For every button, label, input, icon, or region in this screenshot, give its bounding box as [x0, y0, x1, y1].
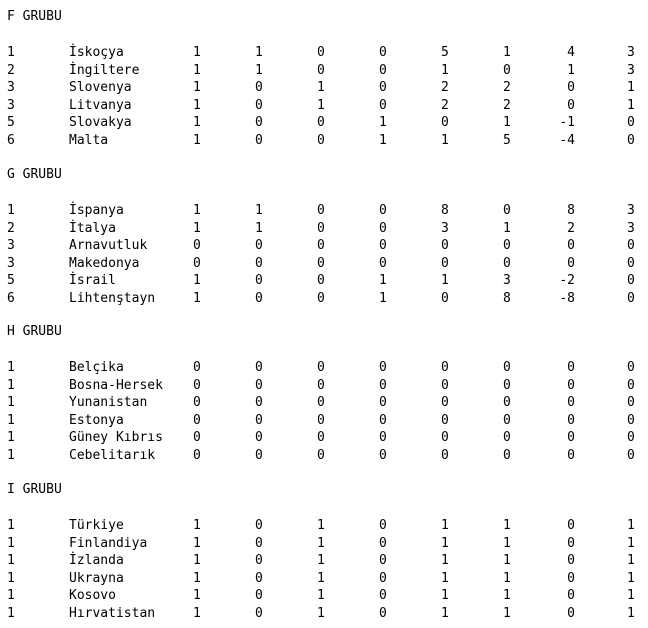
goals-for-cell: 0 — [441, 360, 449, 375]
points-cell: 0 — [627, 447, 635, 463]
rank-cell: 1 — [7, 430, 15, 445]
table-row — [0, 552, 648, 570]
won-cell: 0 — [255, 132, 263, 148]
points-cell: 1 — [627, 518, 635, 533]
goal-diff-cell: 4 — [567, 45, 575, 60]
goals-for-cell: 1 — [441, 535, 449, 551]
table-row — [0, 359, 648, 377]
table-row — [0, 517, 648, 535]
goals-for-cell: 1 — [441, 518, 449, 533]
team-name-cell: Türkiye — [69, 518, 124, 533]
table-row — [0, 255, 648, 273]
points-cell: 3 — [627, 203, 635, 218]
rank-cell: 3 — [7, 255, 15, 271]
goals-for-cell: 0 — [441, 447, 449, 463]
lost-cell: 0 — [379, 570, 387, 586]
drawn-cell: 0 — [317, 360, 325, 375]
goals-for-cell: 1 — [441, 553, 449, 568]
played-cell: 0 — [193, 430, 201, 445]
goal-diff-cell: 0 — [567, 518, 575, 533]
team-name-cell: İsrail — [69, 273, 116, 288]
drawn-cell: 0 — [317, 377, 325, 393]
won-cell: 1 — [255, 220, 263, 236]
table-row — [0, 412, 648, 430]
rank-cell: 6 — [7, 290, 15, 306]
lost-cell: 1 — [379, 132, 387, 148]
team-name-cell: Cebelitarık — [69, 447, 156, 463]
lost-cell: 0 — [379, 447, 387, 463]
goal-diff-cell: 8 — [567, 203, 575, 218]
goals-for-cell: 0 — [441, 430, 449, 445]
table-row — [0, 429, 648, 447]
lost-cell: 0 — [379, 45, 387, 60]
drawn-cell: 0 — [317, 203, 325, 218]
played-cell: 0 — [193, 395, 201, 410]
played-cell: 1 — [193, 290, 201, 306]
played-cell: 0 — [193, 447, 201, 463]
played-cell: 0 — [193, 377, 201, 393]
drawn-cell: 0 — [317, 290, 325, 306]
rank-cell: 1 — [7, 535, 15, 551]
goals-against-cell: 0 — [503, 238, 511, 253]
rank-cell: 1 — [7, 447, 15, 463]
drawn-cell: 1 — [317, 588, 325, 603]
goals-against-cell: 1 — [503, 553, 511, 568]
goals-against-cell: 0 — [503, 447, 511, 463]
goals-against-cell: 2 — [503, 97, 511, 113]
points-cell: 0 — [627, 412, 635, 428]
points-cell: 0 — [627, 273, 635, 288]
goal-diff-cell: 0 — [567, 430, 575, 445]
won-cell: 1 — [255, 62, 263, 78]
team-name-cell: Finlandiya — [69, 535, 148, 551]
lost-cell: 0 — [379, 220, 387, 236]
drawn-cell: 0 — [317, 395, 325, 410]
goals-against-cell: 3 — [503, 273, 511, 288]
drawn-cell: 0 — [317, 255, 325, 271]
goals-against-cell: 1 — [503, 605, 511, 621]
goal-diff-cell: 0 — [567, 412, 575, 428]
table-row — [0, 44, 648, 62]
table-row — [0, 535, 648, 553]
goals-against-cell: 1 — [503, 115, 511, 130]
points-cell: 1 — [627, 97, 635, 113]
goal-diff-cell: 2 — [567, 220, 575, 236]
goals-for-cell: 2 — [441, 80, 449, 95]
table-row — [0, 132, 648, 150]
rank-cell: 3 — [7, 80, 15, 95]
lost-cell: 0 — [379, 360, 387, 375]
goal-diff-cell: 0 — [567, 553, 575, 568]
team-name-cell: Lihtenştayn — [69, 290, 156, 306]
table-row — [0, 62, 648, 80]
goals-against-cell: 2 — [503, 80, 511, 95]
drawn-cell: 1 — [317, 80, 325, 95]
team-name-cell: Kosovo — [69, 588, 116, 603]
team-name-cell: İzlanda — [69, 553, 124, 568]
goal-diff-cell: 0 — [567, 535, 575, 551]
played-cell: 0 — [193, 255, 201, 271]
won-cell: 0 — [255, 115, 263, 130]
won-cell: 1 — [255, 45, 263, 60]
lost-cell: 0 — [379, 238, 387, 253]
won-cell: 0 — [255, 377, 263, 393]
rank-cell: 3 — [7, 97, 15, 113]
won-cell: 0 — [255, 535, 263, 551]
drawn-cell: 0 — [317, 62, 325, 78]
won-cell: 0 — [255, 273, 263, 288]
lost-cell: 0 — [379, 80, 387, 95]
goals-against-cell: 1 — [503, 588, 511, 603]
lost-cell: 0 — [379, 412, 387, 428]
points-cell: 0 — [627, 238, 635, 253]
goals-for-cell: 5 — [441, 45, 449, 60]
goals-against-cell: 0 — [503, 62, 511, 78]
won-cell: 1 — [255, 203, 263, 218]
goals-for-cell: 1 — [441, 273, 449, 288]
rank-cell: 1 — [7, 360, 15, 375]
goals-for-cell: 8 — [441, 203, 449, 218]
goal-diff-cell: -1 — [559, 115, 575, 130]
goal-diff-cell: 0 — [567, 80, 575, 95]
goals-against-cell: 1 — [503, 45, 511, 60]
team-name-cell: Slovakya — [69, 115, 132, 130]
played-cell: 1 — [193, 570, 201, 586]
points-cell: 1 — [627, 588, 635, 603]
goal-diff-cell: -8 — [559, 290, 575, 306]
table-row — [0, 290, 648, 308]
drawn-cell: 0 — [317, 447, 325, 463]
played-cell: 1 — [193, 62, 201, 78]
won-cell: 0 — [255, 97, 263, 113]
team-name-cell: İtalya — [69, 220, 116, 236]
team-name-cell: Arnavutluk — [69, 238, 148, 253]
rank-cell: 1 — [7, 553, 15, 568]
won-cell: 0 — [255, 570, 263, 586]
won-cell: 0 — [255, 238, 263, 253]
team-name-cell: İngiltere — [69, 62, 140, 78]
team-name-cell: Yunanistan — [69, 395, 148, 410]
rank-cell: 1 — [7, 588, 15, 603]
won-cell: 0 — [255, 360, 263, 375]
points-cell: 0 — [627, 395, 635, 410]
played-cell: 1 — [193, 273, 201, 288]
drawn-cell: 0 — [317, 132, 325, 148]
won-cell: 0 — [255, 80, 263, 95]
rank-cell: 1 — [7, 570, 15, 586]
goal-diff-cell: 0 — [567, 588, 575, 603]
drawn-cell: 0 — [317, 115, 325, 130]
table-row — [0, 605, 648, 623]
rank-cell: 5 — [7, 273, 15, 288]
goal-diff-cell: 0 — [567, 395, 575, 410]
lost-cell: 1 — [379, 290, 387, 306]
team-name-cell: Estonya — [69, 412, 124, 428]
team-name-cell: Bosna-Hersek — [69, 377, 163, 393]
won-cell: 0 — [255, 605, 263, 621]
lost-cell: 0 — [379, 430, 387, 445]
goals-for-cell: 0 — [441, 238, 449, 253]
drawn-cell: 1 — [317, 570, 325, 586]
drawn-cell: 1 — [317, 518, 325, 533]
drawn-cell: 1 — [317, 535, 325, 551]
lost-cell: 0 — [379, 377, 387, 393]
rank-cell: 1 — [7, 377, 15, 393]
table-row — [0, 202, 648, 220]
played-cell: 1 — [193, 115, 201, 130]
lost-cell: 0 — [379, 255, 387, 271]
group-title: G GRUBU — [7, 167, 62, 182]
played-cell: 1 — [193, 220, 201, 236]
goals-for-cell: 1 — [441, 132, 449, 148]
lost-cell: 0 — [379, 62, 387, 78]
points-cell: 1 — [627, 535, 635, 551]
rank-cell: 1 — [7, 518, 15, 533]
group-title: F GRUBU — [7, 9, 62, 24]
team-name-cell: İspanya — [69, 203, 124, 218]
goals-for-cell: 3 — [441, 220, 449, 236]
table-row — [0, 377, 648, 395]
goals-for-cell: 0 — [441, 290, 449, 306]
goals-against-cell: 5 — [503, 132, 511, 148]
lost-cell: 0 — [379, 395, 387, 410]
team-name-cell: Litvanya — [69, 97, 132, 113]
table-row — [0, 97, 648, 115]
points-cell: 1 — [627, 570, 635, 586]
lost-cell: 0 — [379, 605, 387, 621]
goals-for-cell: 1 — [441, 62, 449, 78]
won-cell: 0 — [255, 255, 263, 271]
points-cell: 0 — [627, 377, 635, 393]
lost-cell: 1 — [379, 273, 387, 288]
points-cell: 1 — [627, 553, 635, 568]
table-row — [0, 447, 648, 465]
goals-against-cell: 0 — [503, 395, 511, 410]
goal-diff-cell: 0 — [567, 447, 575, 463]
points-cell: 0 — [627, 360, 635, 375]
won-cell: 0 — [255, 553, 263, 568]
drawn-cell: 0 — [317, 430, 325, 445]
points-cell: 1 — [627, 605, 635, 621]
points-cell: 0 — [627, 255, 635, 271]
table-row — [0, 237, 648, 255]
rank-cell: 1 — [7, 45, 15, 60]
played-cell: 1 — [193, 203, 201, 218]
goals-for-cell: 0 — [441, 255, 449, 271]
table-row — [0, 272, 648, 290]
goals-against-cell: 0 — [503, 203, 511, 218]
won-cell: 0 — [255, 430, 263, 445]
lost-cell: 0 — [379, 203, 387, 218]
table-row — [0, 79, 648, 97]
played-cell: 1 — [193, 553, 201, 568]
lost-cell: 0 — [379, 588, 387, 603]
table-row — [0, 220, 648, 238]
team-name-cell: Malta — [69, 132, 109, 148]
won-cell: 0 — [255, 395, 263, 410]
group-title: H GRUBU — [7, 324, 62, 339]
rank-cell: 2 — [7, 62, 15, 78]
goals-against-cell: 1 — [503, 570, 511, 586]
table-row — [0, 394, 648, 412]
lost-cell: 0 — [379, 553, 387, 568]
goal-diff-cell: 0 — [567, 255, 575, 271]
goals-against-cell: 0 — [503, 430, 511, 445]
played-cell: 1 — [193, 80, 201, 95]
played-cell: 1 — [193, 45, 201, 60]
goal-diff-cell: 0 — [567, 570, 575, 586]
drawn-cell: 1 — [317, 97, 325, 113]
rank-cell: 1 — [7, 412, 15, 428]
team-name-cell: Slovenya — [69, 80, 132, 95]
table-row — [0, 114, 648, 132]
drawn-cell: 1 — [317, 553, 325, 568]
won-cell: 0 — [255, 412, 263, 428]
goals-against-cell: 1 — [503, 220, 511, 236]
team-name-cell: Ukrayna — [69, 570, 124, 586]
rank-cell: 3 — [7, 238, 15, 253]
goals-for-cell: 0 — [441, 412, 449, 428]
points-cell: 0 — [627, 115, 635, 130]
played-cell: 1 — [193, 132, 201, 148]
group-title: I GRUBU — [7, 482, 62, 497]
points-cell: 0 — [627, 430, 635, 445]
played-cell: 1 — [193, 605, 201, 621]
goals-against-cell: 0 — [503, 412, 511, 428]
lost-cell: 0 — [379, 535, 387, 551]
team-name-cell: Hırvatistan — [69, 605, 156, 621]
won-cell: 0 — [255, 447, 263, 463]
rank-cell: 1 — [7, 605, 15, 621]
goals-against-cell: 8 — [503, 290, 511, 306]
goal-diff-cell: 0 — [567, 238, 575, 253]
goals-against-cell: 0 — [503, 360, 511, 375]
points-cell: 3 — [627, 62, 635, 78]
lost-cell: 1 — [379, 115, 387, 130]
rank-cell: 1 — [7, 395, 15, 410]
goals-for-cell: 1 — [441, 605, 449, 621]
drawn-cell: 0 — [317, 412, 325, 428]
lost-cell: 0 — [379, 518, 387, 533]
goal-diff-cell: 0 — [567, 605, 575, 621]
points-cell: 3 — [627, 220, 635, 236]
played-cell: 1 — [193, 518, 201, 533]
goals-for-cell: 0 — [441, 115, 449, 130]
team-name-cell: Belçika — [69, 360, 124, 375]
goals-for-cell: 1 — [441, 588, 449, 603]
played-cell: 1 — [193, 588, 201, 603]
drawn-cell: 0 — [317, 220, 325, 236]
team-name-cell: Makedonya — [69, 255, 140, 271]
goals-against-cell: 1 — [503, 535, 511, 551]
goals-against-cell: 0 — [503, 255, 511, 271]
goals-for-cell: 2 — [441, 97, 449, 113]
played-cell: 0 — [193, 238, 201, 253]
team-name-cell: Güney Kıbrıs — [69, 430, 163, 445]
goal-diff-cell: 0 — [567, 97, 575, 113]
won-cell: 0 — [255, 518, 263, 533]
rank-cell: 2 — [7, 220, 15, 236]
table-row — [0, 570, 648, 588]
played-cell: 1 — [193, 97, 201, 113]
goals-for-cell: 0 — [441, 377, 449, 393]
played-cell: 0 — [193, 412, 201, 428]
goals-against-cell: 1 — [503, 518, 511, 533]
drawn-cell: 0 — [317, 273, 325, 288]
goal-diff-cell: -2 — [559, 273, 575, 288]
goal-diff-cell: -4 — [559, 132, 575, 148]
drawn-cell: 0 — [317, 238, 325, 253]
goals-for-cell: 0 — [441, 395, 449, 410]
team-name-cell: İskoçya — [69, 45, 124, 60]
won-cell: 0 — [255, 588, 263, 603]
won-cell: 0 — [255, 290, 263, 306]
rank-cell: 1 — [7, 203, 15, 218]
rank-cell: 6 — [7, 132, 15, 148]
goal-diff-cell: 1 — [567, 62, 575, 78]
drawn-cell: 0 — [317, 45, 325, 60]
goals-against-cell: 0 — [503, 377, 511, 393]
points-cell: 0 — [627, 132, 635, 148]
points-cell: 3 — [627, 45, 635, 60]
points-cell: 1 — [627, 80, 635, 95]
played-cell: 0 — [193, 360, 201, 375]
points-cell: 0 — [627, 290, 635, 306]
goal-diff-cell: 0 — [567, 377, 575, 393]
rank-cell: 5 — [7, 115, 15, 130]
drawn-cell: 1 — [317, 605, 325, 621]
goals-for-cell: 1 — [441, 570, 449, 586]
table-row — [0, 587, 648, 605]
played-cell: 1 — [193, 535, 201, 551]
goal-diff-cell: 0 — [567, 360, 575, 375]
lost-cell: 0 — [379, 97, 387, 113]
